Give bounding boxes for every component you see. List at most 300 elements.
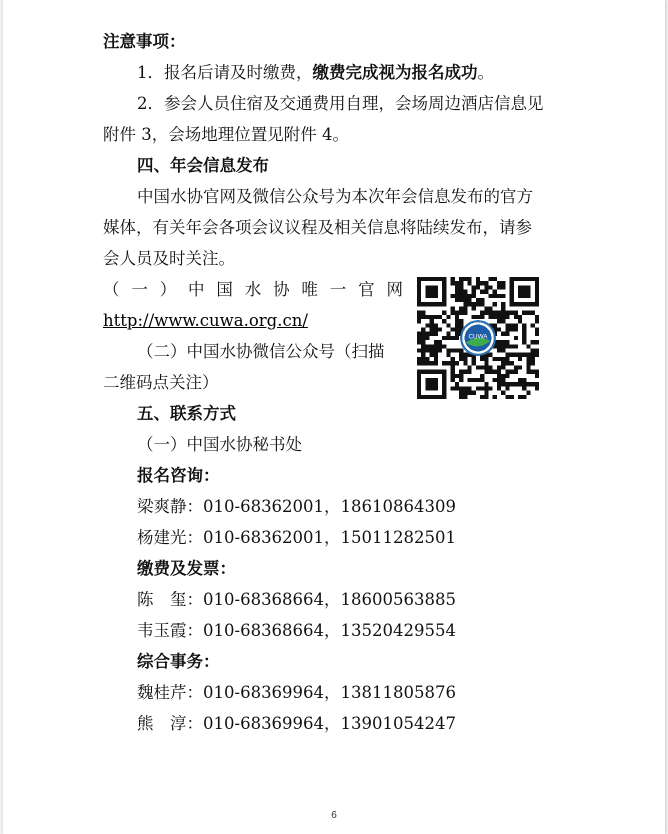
qr-module	[535, 315, 539, 319]
qr-module	[459, 277, 463, 281]
qr-module	[467, 277, 471, 281]
qr-module	[463, 302, 467, 306]
qr-module	[451, 311, 455, 315]
qr-module	[535, 370, 539, 374]
qr-module	[522, 336, 526, 340]
wechat-line-2: 二维码点关注）	[103, 373, 219, 392]
qr-module	[514, 365, 518, 369]
qr-module	[514, 370, 518, 374]
qr-module	[434, 327, 438, 331]
qr-module	[510, 353, 514, 357]
section-4-para-line-2: 媒体，有关年会各项会议议程及相关信息将陆续发布，请参	[103, 218, 532, 237]
qr-module	[480, 315, 484, 319]
qr-module	[484, 382, 488, 386]
qr-module	[501, 302, 505, 306]
qr-module	[505, 311, 509, 315]
qr-module	[501, 281, 505, 285]
qr-module	[455, 386, 459, 390]
qr-module	[455, 332, 459, 336]
qr-module	[497, 370, 501, 374]
qr-module	[535, 386, 539, 390]
qr-module	[501, 285, 505, 289]
qr-module	[463, 395, 467, 399]
qr-module	[505, 370, 509, 374]
qr-module	[505, 395, 509, 399]
qr-module	[489, 386, 493, 390]
qr-module	[451, 277, 455, 281]
qr-module	[451, 349, 455, 353]
qr-module	[459, 298, 463, 302]
qr-module	[484, 370, 488, 374]
qr-module	[434, 323, 438, 327]
qr-module	[484, 281, 488, 285]
qr-module	[510, 395, 514, 399]
qr-module	[434, 332, 438, 336]
qr-module	[505, 340, 509, 344]
qr-module	[501, 361, 505, 365]
qr-module	[451, 361, 455, 365]
qr-module	[430, 344, 434, 348]
qr-module	[531, 323, 535, 327]
qr-module	[522, 327, 526, 331]
qr-module	[417, 361, 421, 365]
qr-module	[518, 319, 522, 323]
contact-line: 魏桂芹：010-68369964，13811805876	[137, 683, 457, 702]
qr-module	[497, 311, 501, 315]
qr-module	[430, 319, 434, 323]
qr-module	[489, 306, 493, 310]
qr-module	[497, 382, 501, 386]
qr-module	[514, 327, 518, 331]
qr-module	[501, 378, 505, 382]
qr-module	[467, 365, 471, 369]
qr-module	[514, 315, 518, 319]
qr-module	[476, 281, 480, 285]
qr-module	[451, 365, 455, 369]
qr-module	[434, 344, 438, 348]
qr-module	[455, 382, 459, 386]
qr-module	[451, 374, 455, 378]
qr-module	[497, 374, 501, 378]
qr-module	[463, 311, 467, 315]
qr-module	[489, 365, 493, 369]
qr-module	[421, 357, 425, 361]
qr-module	[526, 365, 530, 369]
qr-module	[480, 386, 484, 390]
qr-module	[467, 302, 471, 306]
qr-module	[421, 361, 425, 365]
qr-module	[526, 370, 530, 374]
qr-module	[438, 315, 442, 319]
qr-module	[451, 386, 455, 390]
qr-module	[434, 349, 438, 353]
qr-module	[417, 319, 421, 323]
qr-module	[476, 285, 480, 289]
qr-module	[455, 311, 459, 315]
qr-module	[497, 386, 501, 390]
site-label-char: 中	[188, 280, 205, 299]
qr-module	[505, 357, 509, 361]
qr-module	[522, 323, 526, 327]
qr-module	[501, 340, 505, 344]
qr-module	[476, 315, 480, 319]
qr-module	[455, 290, 459, 294]
qr-module	[430, 349, 434, 353]
qr-module	[489, 370, 493, 374]
qr-module	[459, 306, 463, 310]
qr-module	[442, 311, 446, 315]
qr-module	[421, 344, 425, 348]
qr-module	[531, 353, 535, 357]
qr-module	[484, 290, 488, 294]
qr-module	[459, 370, 463, 374]
qr-module	[425, 315, 429, 319]
qr-module	[446, 353, 450, 357]
qr-module	[505, 332, 509, 336]
qr-module	[489, 294, 493, 298]
qr-module	[518, 382, 522, 386]
qr-module	[451, 281, 455, 285]
qr-module	[467, 386, 471, 390]
qr-module	[476, 365, 480, 369]
qr-module	[501, 357, 505, 361]
qr-module	[442, 344, 446, 348]
qr-module	[480, 365, 484, 369]
qr-module	[484, 306, 488, 310]
qr-module	[455, 323, 459, 327]
qr-module	[501, 315, 505, 319]
group-label-payment: 缴费及发票：	[137, 559, 236, 578]
qr-module	[459, 311, 463, 315]
qr-module	[480, 357, 484, 361]
note-1	[103, 57, 573, 88]
qr-module	[417, 336, 421, 340]
qr-module	[505, 327, 509, 331]
qr-module	[514, 353, 518, 357]
qr-module	[425, 349, 429, 353]
qr-module	[455, 327, 459, 331]
qr-module	[514, 323, 518, 327]
qr-module	[425, 332, 429, 336]
qr-module	[421, 336, 425, 340]
qr-module	[421, 332, 425, 336]
qr-module	[421, 311, 425, 315]
qr-module	[417, 332, 421, 336]
official-site-link[interactable]: http://www.cuwa.org.cn/	[103, 311, 308, 330]
qr-module	[476, 302, 480, 306]
qr-module	[480, 281, 484, 285]
qr-module	[480, 374, 484, 378]
qr-module	[472, 357, 476, 361]
qr-module	[463, 357, 467, 361]
qr-module	[455, 315, 459, 319]
qr-module	[526, 353, 530, 357]
qr-module	[531, 382, 535, 386]
qr-module	[535, 340, 539, 344]
qr-module	[489, 353, 493, 357]
qr-module	[446, 332, 450, 336]
qr-module	[425, 336, 429, 340]
contact-line: 韦玉霞：010-68368664，13520429554	[137, 621, 457, 640]
note-2-line-2: 附件 3，会场地理位置见附件 4。	[103, 125, 349, 144]
qr-module	[484, 391, 488, 395]
qr-module	[484, 365, 488, 369]
qr-module	[510, 344, 514, 348]
qr-module	[446, 349, 450, 353]
qr-module	[514, 382, 518, 386]
qr-module	[459, 395, 463, 399]
qr-module	[425, 361, 429, 365]
qr-module	[505, 323, 509, 327]
qr-module	[451, 370, 455, 374]
qr-module	[430, 315, 434, 319]
qr-module	[493, 395, 497, 399]
qr-module	[493, 290, 497, 294]
document-page	[3, 0, 666, 834]
qr-module	[455, 374, 459, 378]
qr-logo-text: CUWA	[468, 333, 488, 341]
qr-module	[455, 361, 459, 365]
qr-module	[472, 391, 476, 395]
qr-module	[522, 332, 526, 336]
qr-module	[497, 319, 501, 323]
contact-line: 熊 淳：010-68369964，13901054247	[137, 714, 457, 733]
qr-finder-inner	[425, 285, 438, 298]
qr-module	[535, 353, 539, 357]
qr-module	[430, 353, 434, 357]
qr-module	[446, 323, 450, 327]
notes-heading: 注意事项：	[103, 32, 186, 51]
qr-module	[442, 319, 446, 323]
qr-module	[501, 374, 505, 378]
qr-module	[480, 298, 484, 302]
qr-module	[535, 327, 539, 331]
qr-module	[430, 361, 434, 365]
qr-module	[417, 349, 421, 353]
qr-module	[526, 357, 530, 361]
qr-module	[467, 378, 471, 382]
qr-module	[472, 290, 476, 294]
qr-module	[451, 336, 455, 340]
qr-module	[501, 344, 505, 348]
qr-module	[467, 281, 471, 285]
qr-module	[459, 353, 463, 357]
qr-module	[518, 395, 522, 399]
qr-module	[501, 332, 505, 336]
qr-module	[518, 378, 522, 382]
qr-module	[438, 340, 442, 344]
qr-module	[505, 386, 509, 390]
qr-module	[493, 294, 497, 298]
qr-module	[531, 357, 535, 361]
qr-module	[505, 315, 509, 319]
qr-module	[497, 340, 501, 344]
qr-module	[459, 290, 463, 294]
qr-module	[497, 344, 501, 348]
qr-module	[531, 311, 535, 315]
group-label-registration: 报名咨询：	[137, 466, 220, 485]
qr-module	[484, 357, 488, 361]
qr-module	[451, 306, 455, 310]
qr-module	[489, 277, 493, 281]
qr-module	[535, 382, 539, 386]
site-label-char: ）	[159, 280, 177, 299]
qr-module	[442, 336, 446, 340]
qr-module	[425, 323, 429, 327]
qr-module	[531, 370, 535, 374]
qr-module	[472, 378, 476, 382]
site-label-char: 一	[329, 280, 347, 299]
qr-module	[463, 361, 467, 365]
qr-module	[446, 336, 450, 340]
qr-module	[455, 281, 459, 285]
section-5-title: 五、联系方式	[137, 404, 236, 423]
qr-module	[522, 311, 526, 315]
qr-module	[497, 294, 501, 298]
qr-module	[497, 327, 501, 331]
qr-module	[501, 319, 505, 323]
qr-module	[501, 391, 505, 395]
qr-module	[463, 370, 467, 374]
qr-module	[472, 294, 476, 298]
qr-module	[493, 315, 497, 319]
qr-module	[421, 353, 425, 357]
qr-module	[493, 311, 497, 315]
qr-module	[493, 323, 497, 327]
qr-module	[451, 357, 455, 361]
qr-module	[535, 319, 539, 323]
qr-module	[459, 319, 463, 323]
qr-module	[451, 294, 455, 298]
group-label-general: 综合事务：	[137, 652, 220, 671]
site-label-char: 国	[216, 280, 233, 299]
site-label-char: 一	[131, 280, 148, 299]
qr-module	[459, 391, 463, 395]
qr-module	[480, 378, 484, 382]
section-4-para-line-1: 中国水协官网及微信公众号为本次年会信息发布的官方	[137, 187, 533, 206]
qr-code-icon	[417, 277, 539, 399]
wechat-line-1: （二）中国水协微信公众号（扫描	[137, 342, 385, 361]
qr-module	[451, 327, 455, 331]
qr-module	[425, 344, 429, 348]
qr-module	[484, 395, 488, 399]
site-label-char: 网	[386, 280, 403, 299]
qr-module	[455, 336, 459, 340]
site-label-char: 唯	[301, 280, 318, 299]
qr-module	[476, 277, 480, 281]
qr-module	[510, 370, 514, 374]
contact-line: 杨建光：010-68362001，15011282501	[137, 528, 457, 547]
qr-module	[514, 311, 518, 315]
qr-module	[463, 290, 467, 294]
qr-module	[455, 285, 459, 289]
qr-module	[421, 340, 425, 344]
qr-code-graphic	[417, 277, 539, 399]
qr-module	[501, 382, 505, 386]
qr-module	[501, 311, 505, 315]
note-1-emphasis: 缴费完成视为报名成功	[312, 63, 478, 82]
qr-module	[438, 344, 442, 348]
qr-module	[425, 357, 429, 361]
qr-module	[497, 285, 501, 289]
section-4-para-line-3: 会人员及时关注。	[103, 249, 235, 268]
qr-module	[430, 332, 434, 336]
qr-module	[484, 285, 488, 289]
qr-module	[518, 357, 522, 361]
qr-module	[510, 311, 514, 315]
qr-module	[522, 353, 526, 357]
contact-line: 梁爽静：010-68362001，18610864309	[137, 497, 457, 516]
qr-module	[531, 361, 535, 365]
qr-module	[463, 386, 467, 390]
qr-module	[484, 361, 488, 365]
contact-line: 陈 玺：010-68368664，18600563885	[137, 590, 457, 609]
qr-module	[463, 306, 467, 310]
official-site-label-chars	[103, 274, 403, 305]
qr-module	[484, 311, 488, 315]
qr-module	[489, 315, 493, 319]
qr-module	[455, 294, 459, 298]
qr-module	[489, 285, 493, 289]
qr-module	[476, 378, 480, 382]
qr-module	[522, 382, 526, 386]
qr-module	[522, 395, 526, 399]
qr-module	[459, 281, 463, 285]
qr-module	[421, 349, 425, 353]
qr-module	[472, 306, 476, 310]
qr-module	[510, 361, 514, 365]
qr-module	[480, 290, 484, 294]
qr-module	[505, 361, 509, 365]
qr-module	[518, 365, 522, 369]
qr-module	[417, 357, 421, 361]
qr-module	[459, 378, 463, 382]
qr-module	[472, 315, 476, 319]
qr-module	[501, 349, 505, 353]
page-number: 6	[331, 810, 337, 821]
section-4-title: 四、年会信息发布	[137, 156, 269, 175]
qr-module	[467, 391, 471, 395]
qr-module	[522, 340, 526, 344]
qr-module	[531, 340, 535, 344]
note-1-prefix: 1．报名后请及时缴费，	[137, 63, 313, 82]
qr-module	[493, 302, 497, 306]
qr-module	[522, 378, 526, 382]
qr-module	[459, 374, 463, 378]
qr-module	[497, 281, 501, 285]
qr-module	[505, 353, 509, 357]
qr-module	[430, 323, 434, 327]
site-label-char: 水	[244, 280, 262, 299]
qr-module	[514, 336, 518, 340]
qr-module	[522, 386, 526, 390]
qr-module	[455, 298, 459, 302]
qr-module	[501, 294, 505, 298]
qr-module	[493, 370, 497, 374]
qr-module	[505, 374, 509, 378]
qr-module	[463, 298, 467, 302]
qr-module	[497, 357, 501, 361]
qr-module	[480, 311, 484, 315]
qr-module	[514, 344, 518, 348]
qr-module	[497, 378, 501, 382]
qr-module	[493, 277, 497, 281]
qr-module	[526, 311, 530, 315]
qr-module	[535, 374, 539, 378]
qr-module	[417, 311, 421, 315]
qr-module	[472, 285, 476, 289]
note-2-line-1: 2．参会人员住宿及交通费用自理，会场周边酒店信息见	[137, 94, 544, 113]
